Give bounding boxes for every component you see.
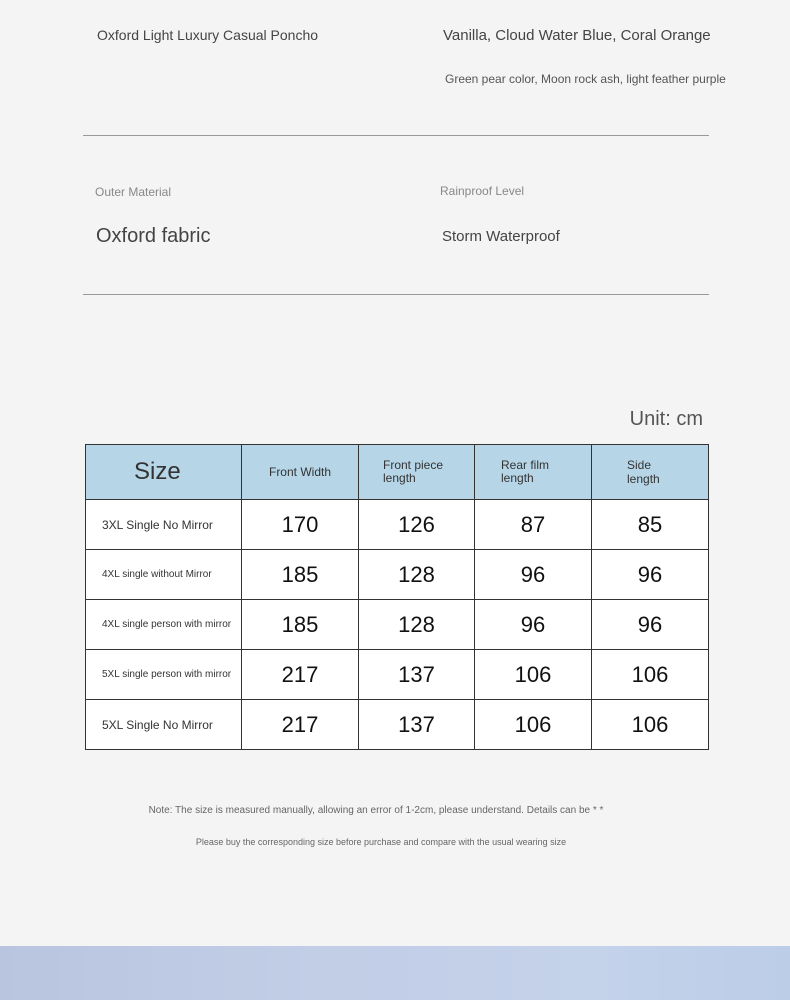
table-row	[86, 650, 709, 700]
cell-front-width: 185	[242, 550, 359, 600]
row-label: 4XL single person with mirror	[86, 600, 242, 650]
cell-side-length: 106	[592, 700, 709, 750]
bottom-banner	[0, 946, 790, 1000]
cell-side-length: 106	[592, 650, 709, 700]
product-name: Oxford Light Luxury Casual Poncho	[97, 27, 319, 43]
divider	[83, 294, 709, 295]
header-size: Size	[86, 445, 242, 500]
cell-front-piece-length: 128	[359, 600, 475, 650]
cell-rear-film-length: 96	[475, 550, 592, 600]
table-row	[86, 500, 709, 550]
divider	[83, 135, 709, 136]
cell-rear-film-length: 96	[475, 600, 592, 650]
cell-front-width: 217	[242, 700, 359, 750]
cell-front-piece-length: 128	[359, 550, 475, 600]
note-line-2: Please buy the corresponding size before purchase and compare with the usual wearing size	[195, 837, 567, 847]
row-label: 5XL single person with mirror	[86, 650, 242, 700]
table-row	[86, 600, 709, 650]
table-header-row	[86, 445, 709, 500]
cell-front-width: 217	[242, 650, 359, 700]
cell-front-piece-length: 126	[359, 500, 475, 550]
cell-front-piece-length: 137	[359, 700, 475, 750]
cell-front-width: 185	[242, 600, 359, 650]
note-line-1: Note: The size is measured manually, allowing an error of 1-2cm, please understand. Details can be * *	[148, 805, 604, 816]
size-table	[85, 444, 709, 750]
outer-material-value: Oxford fabric	[96, 225, 211, 247]
row-label: 4XL single without Mirror	[86, 550, 242, 600]
cell-rear-film-length: 106	[475, 650, 592, 700]
cell-side-length: 85	[592, 500, 709, 550]
header-side-length: Side length	[592, 445, 709, 500]
cell-rear-film-length: 87	[475, 500, 592, 550]
cell-front-width: 170	[242, 500, 359, 550]
table-row	[86, 550, 709, 600]
rainproof-label: Rainproof Level	[440, 184, 525, 198]
cell-side-length: 96	[592, 550, 709, 600]
unit-label: Unit: cm	[629, 408, 703, 430]
header-front-width: Front Width	[242, 445, 359, 500]
cell-rear-film-length: 106	[475, 700, 592, 750]
rainproof-value: Storm Waterproof	[442, 228, 560, 245]
row-label: 3XL Single No Mirror	[86, 500, 242, 550]
colors-line-1: Vanilla, Cloud Water Blue, Coral Orange	[443, 27, 711, 44]
header-rear-film-length: Rear film length	[475, 445, 592, 500]
header-front-piece-length: Front piece length	[359, 445, 475, 500]
row-label: 5XL Single No Mirror	[86, 700, 242, 750]
cell-front-piece-length: 137	[359, 650, 475, 700]
table-row	[86, 700, 709, 750]
cell-side-length: 96	[592, 600, 709, 650]
colors-line-2: Green pear color, Moon rock ash, light feather purple	[445, 72, 726, 86]
outer-material-label: Outer Material	[95, 185, 172, 199]
